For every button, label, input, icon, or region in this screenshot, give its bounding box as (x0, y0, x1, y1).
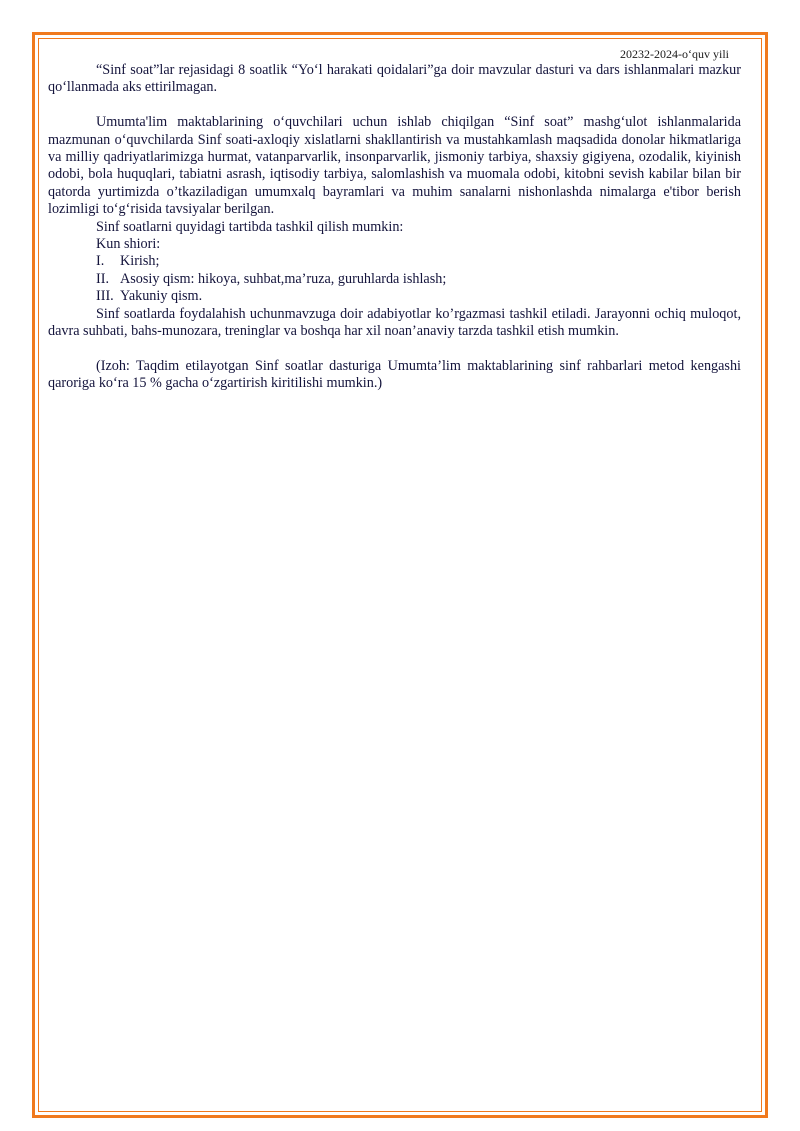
list-item-number: I. (96, 253, 105, 270)
paragraph-road-rules: “Sinf soat”lar rejasidagi 8 soatlik “Yo‘l harakati qoidalari”ga doir mavzular dasturi va dars ishlanmalari mazkur qo‘llanmada aks ettirilmagan. (48, 62, 741, 96)
list-item-text: Yakuniy qism. (120, 288, 203, 305)
paragraph-class-hour-description: Umumta'lim maktablarining o‘quvchilari uchun ishlab chiqilgan “Sinf soat” mashg‘ulot ishlanmalarida mazmunan o‘quvchilarda Sinf soati-axloqiy xislatlarni shakllantirish va mustahkamlash maqsadida donolar hikmatlariga va milliy qadriyatlarimizga hurmat, vatanparvarlik, insonparvarlik, jismoniy tarbiya, shaxsiy gigiyena, ozodalik, kiyinish odobi, bola huquqlari, tabiatni asrash, iqtisodiy tarbiya, salomlashish va muomala odobi, kitobni sevish kabilar bilan bir qatorda yurtimizda o’tkaziladigan umumxalq bayramlari va muhim sanalarni nishonlashda nimalarga e'tibor berish lozimligi to‘g‘risida tavsiyalar berilgan. (48, 114, 741, 218)
document-body (48, 62, 741, 393)
paragraph-note: (Izoh: Taqdim etilayotgan Sinf soatlar dasturiga Umumta’lim maktablarining sinf rahbarlari metod kengashi qaroriga ko‘ra 15 % gacha o‘zgartirish kiritilishi mumkin.) (48, 357, 741, 392)
paragraph-organization: Sinf soatlarni quyidagi tartibda tashkil qilish mumkin: (96, 218, 404, 235)
paragraph-gap (48, 340, 741, 357)
slogan-label: Kun shiori: (96, 236, 161, 253)
list-item-number: II. (96, 270, 109, 287)
academic-year-header: 20232-2024-o‘quv yili (620, 47, 729, 61)
list-item-number: III. (96, 288, 114, 305)
paragraph-resources: Sinf soatlarda foydalahish uchunmavzuga doir adabiyotlar ko’rgazmasi tashkil etiladi. Jarayonni ochiq muloqot, davra suhbati, bahs-munozara, treninglar va boshqa har xil noan’anaviy tarzda tashkil etish mumkin. (48, 305, 741, 340)
list-item (48, 288, 741, 305)
list-item (48, 253, 741, 270)
list-item-text: Kirish; (120, 253, 160, 270)
list-item-text: Asosiy qism: hikoya, suhbat,ma’ruza, guruhlarda ishlash; (120, 270, 447, 287)
list-item (48, 271, 741, 288)
paragraph-gap (48, 97, 741, 114)
